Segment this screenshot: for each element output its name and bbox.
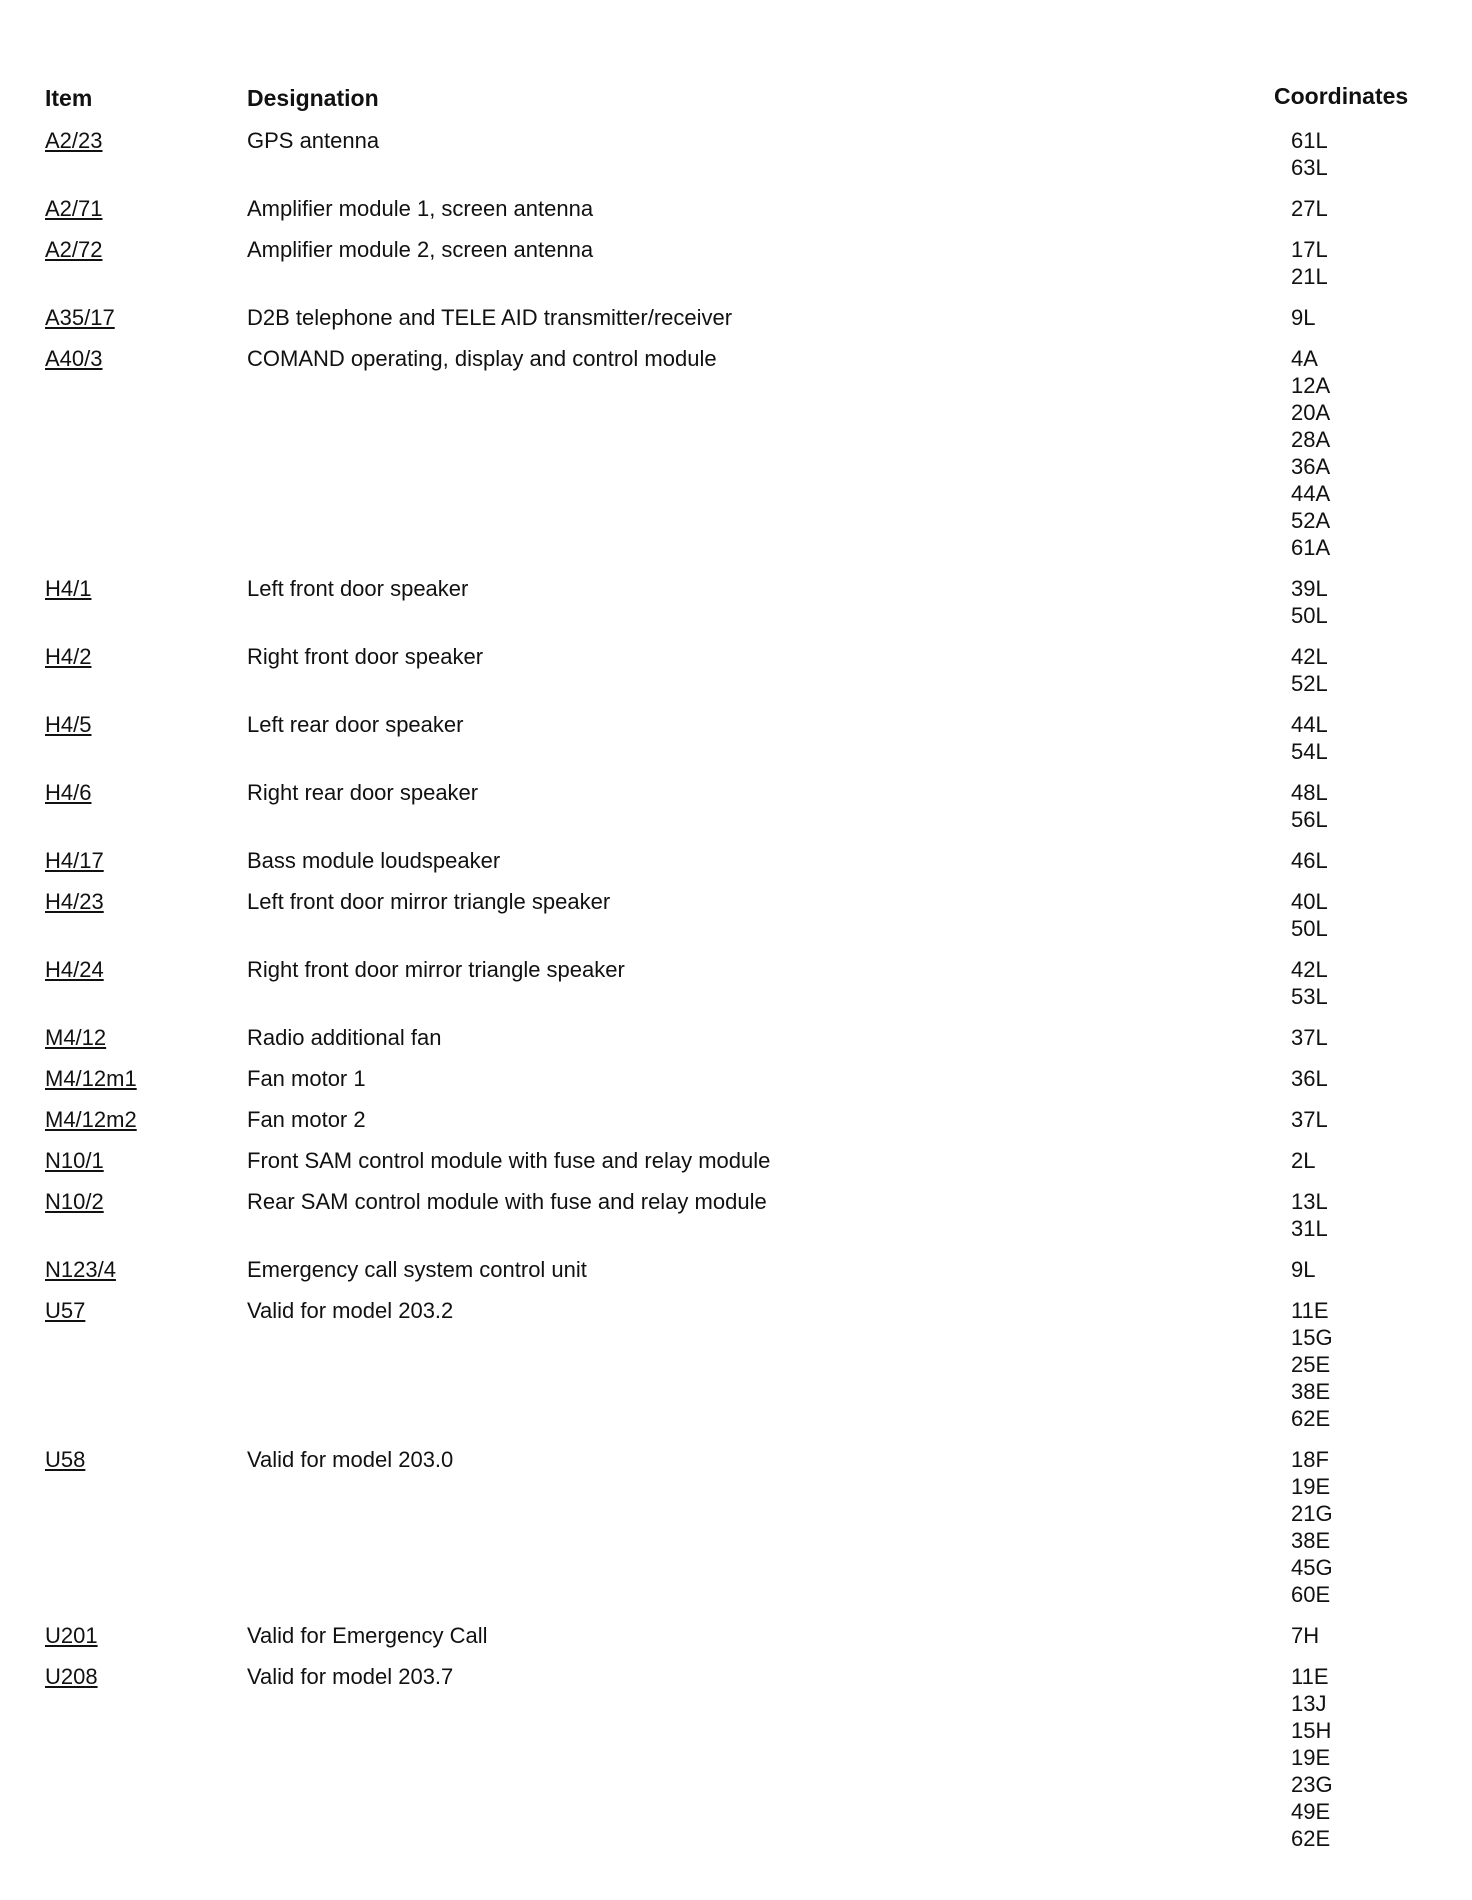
designation-text: Rear SAM control module with fuse and relay module bbox=[247, 1189, 767, 1214]
coordinates-list bbox=[1291, 1024, 1472, 1051]
header-item: Item bbox=[45, 85, 93, 111]
coordinate-value: 21L bbox=[1291, 264, 1328, 289]
designation-text: Left front door mirror triangle speaker bbox=[247, 889, 611, 914]
table-row bbox=[0, 127, 1472, 195]
designation-text: Valid for model 203.7 bbox=[247, 1664, 454, 1689]
coordinate-value: 37L bbox=[1291, 1025, 1328, 1050]
table-row bbox=[0, 1446, 1472, 1622]
table-row bbox=[0, 711, 1472, 779]
component-table bbox=[0, 127, 1472, 1866]
table-row bbox=[0, 1147, 1472, 1188]
table-row bbox=[0, 643, 1472, 711]
designation-text: Right front door mirror triangle speaker bbox=[247, 957, 625, 982]
coordinate-value: 40L bbox=[1291, 889, 1328, 914]
designation-text: D2B telephone and TELE AID transmitter/receiver bbox=[247, 305, 733, 330]
coordinate-value: 4A bbox=[1291, 346, 1318, 371]
coordinates-list bbox=[1291, 1106, 1472, 1133]
coordinates-list bbox=[1291, 1065, 1472, 1092]
coordinates-list bbox=[1291, 195, 1472, 222]
coordinate-value: 18F bbox=[1291, 1447, 1329, 1472]
item-link[interactable]: U57 bbox=[45, 1298, 86, 1323]
header-designation: Designation bbox=[247, 85, 379, 111]
coordinate-value: 38E bbox=[1291, 1379, 1331, 1404]
item-link[interactable]: H4/5 bbox=[45, 712, 92, 737]
coordinate-value: 19E bbox=[1291, 1745, 1331, 1770]
coordinate-value: 54L bbox=[1291, 739, 1328, 764]
item-link[interactable]: H4/24 bbox=[45, 957, 104, 982]
item-link[interactable]: H4/6 bbox=[45, 780, 92, 805]
coordinate-value: 42L bbox=[1291, 957, 1328, 982]
coordinate-value: 12A bbox=[1291, 373, 1331, 398]
table-row bbox=[0, 1663, 1472, 1866]
table-row bbox=[0, 195, 1472, 236]
coordinate-value: 31L bbox=[1291, 1216, 1328, 1241]
coordinate-value: 52L bbox=[1291, 671, 1328, 696]
coordinate-value: 60E bbox=[1291, 1582, 1331, 1607]
coordinate-value: 25E bbox=[1291, 1352, 1331, 1377]
coordinate-value: 44L bbox=[1291, 712, 1328, 737]
coordinate-value: 20A bbox=[1291, 400, 1331, 425]
coordinate-value: 38E bbox=[1291, 1528, 1331, 1553]
designation-text: Fan motor 1 bbox=[247, 1066, 366, 1091]
coordinate-value: 37L bbox=[1291, 1107, 1328, 1132]
item-link[interactable]: N10/2 bbox=[45, 1189, 104, 1214]
coordinate-value: 49E bbox=[1291, 1799, 1331, 1824]
designation-text: Left front door speaker bbox=[247, 576, 469, 601]
designation-text: Right front door speaker bbox=[247, 644, 484, 669]
coordinates-list bbox=[1291, 779, 1472, 833]
designation-text: Amplifier module 2, screen antenna bbox=[247, 237, 594, 262]
coordinate-value: 9L bbox=[1291, 1257, 1316, 1282]
item-link[interactable]: A40/3 bbox=[45, 346, 103, 371]
coordinate-value: 23G bbox=[1291, 1772, 1333, 1797]
table-row bbox=[0, 888, 1472, 956]
coordinate-value: 61L bbox=[1291, 128, 1328, 153]
table-row bbox=[0, 956, 1472, 1024]
coordinate-value: 63L bbox=[1291, 155, 1328, 180]
coordinate-value: 27L bbox=[1291, 196, 1328, 221]
table-row bbox=[0, 847, 1472, 888]
item-link[interactable]: M4/12m2 bbox=[45, 1107, 137, 1132]
coordinate-value: 62E bbox=[1291, 1406, 1331, 1431]
designation-text: Valid for model 203.0 bbox=[247, 1447, 454, 1472]
table-row bbox=[0, 236, 1472, 304]
coordinates-list bbox=[1291, 304, 1472, 331]
designation-text: Valid for Emergency Call bbox=[247, 1623, 488, 1648]
coordinate-value: 17L bbox=[1291, 237, 1328, 262]
table-row bbox=[0, 345, 1472, 575]
designation-text: Bass module loudspeaker bbox=[247, 848, 501, 873]
table-header bbox=[0, 85, 1472, 117]
coordinate-value: 61A bbox=[1291, 535, 1331, 560]
item-link[interactable]: N10/1 bbox=[45, 1148, 104, 1173]
designation-text: COMAND operating, display and control module bbox=[247, 346, 717, 371]
coordinate-value: 50L bbox=[1291, 916, 1328, 941]
coordinates-list bbox=[1291, 643, 1472, 697]
coordinates-list bbox=[1291, 1256, 1472, 1283]
coordinate-value: 36L bbox=[1291, 1066, 1328, 1091]
coordinate-value: 62E bbox=[1291, 1826, 1331, 1851]
table-row bbox=[0, 304, 1472, 345]
coordinates-list bbox=[1291, 1147, 1472, 1174]
designation-text: Emergency call system control unit bbox=[247, 1257, 587, 1282]
coordinates-list bbox=[1291, 1297, 1472, 1432]
table-row bbox=[0, 1024, 1472, 1065]
coordinate-value: 21G bbox=[1291, 1501, 1333, 1526]
item-link[interactable]: U58 bbox=[45, 1447, 86, 1472]
coordinate-value: 15H bbox=[1291, 1718, 1332, 1743]
item-link[interactable]: H4/2 bbox=[45, 644, 92, 669]
coordinate-value: 56L bbox=[1291, 807, 1328, 832]
coordinate-value: 39L bbox=[1291, 576, 1328, 601]
table-row bbox=[0, 779, 1472, 847]
coordinates-list bbox=[1291, 711, 1472, 765]
designation-text: Right rear door speaker bbox=[247, 780, 479, 805]
coordinates-list bbox=[1291, 236, 1472, 290]
item-link[interactable]: H4/1 bbox=[45, 576, 92, 601]
coordinates-list bbox=[1291, 956, 1472, 1010]
coordinate-value: 7H bbox=[1291, 1623, 1320, 1648]
item-link[interactable]: A2/23 bbox=[45, 128, 103, 153]
coordinate-value: 19E bbox=[1291, 1474, 1331, 1499]
coordinate-value: 13J bbox=[1291, 1691, 1327, 1716]
coordinate-value: 2L bbox=[1291, 1148, 1316, 1173]
coordinate-value: 28A bbox=[1291, 427, 1331, 452]
item-link[interactable]: H4/23 bbox=[45, 889, 104, 914]
coordinate-value: 50L bbox=[1291, 603, 1328, 628]
coordinates-list bbox=[1291, 127, 1472, 181]
item-link[interactable]: U201 bbox=[45, 1623, 98, 1648]
item-link[interactable]: U208 bbox=[45, 1664, 98, 1689]
coordinate-value: 53L bbox=[1291, 984, 1328, 1009]
designation-text: GPS antenna bbox=[247, 128, 380, 153]
coordinates-list bbox=[1291, 345, 1472, 561]
coordinate-value: 13L bbox=[1291, 1189, 1328, 1214]
item-link[interactable]: A2/72 bbox=[45, 237, 103, 262]
coordinates-list bbox=[1291, 1188, 1472, 1242]
coordinates-list bbox=[1291, 888, 1472, 942]
item-link[interactable]: M4/12 bbox=[45, 1025, 107, 1050]
coordinates-list bbox=[1291, 1622, 1472, 1649]
coordinates-list bbox=[1291, 847, 1472, 874]
coordinate-value: 46L bbox=[1291, 848, 1328, 873]
table-row bbox=[0, 575, 1472, 643]
coordinate-value: 45G bbox=[1291, 1555, 1333, 1580]
item-link[interactable]: A2/71 bbox=[45, 196, 103, 221]
coordinate-value: 42L bbox=[1291, 644, 1328, 669]
table-row bbox=[0, 1065, 1472, 1106]
item-link[interactable]: M4/12m1 bbox=[45, 1066, 137, 1091]
item-link[interactable]: A35/17 bbox=[45, 305, 115, 330]
designation-text: Radio additional fan bbox=[247, 1025, 442, 1050]
table-row bbox=[0, 1188, 1472, 1256]
designation-text: Amplifier module 1, screen antenna bbox=[247, 196, 594, 221]
item-link[interactable]: N123/4 bbox=[45, 1257, 116, 1282]
designation-text: Fan motor 2 bbox=[247, 1107, 366, 1132]
designation-text: Front SAM control module with fuse and relay module bbox=[247, 1148, 771, 1173]
coordinate-value: 9L bbox=[1291, 305, 1316, 330]
coordinates-list bbox=[1291, 575, 1472, 629]
coordinate-value: 11E bbox=[1291, 1298, 1329, 1323]
coordinate-value: 48L bbox=[1291, 780, 1328, 805]
coordinate-value: 36A bbox=[1291, 454, 1331, 479]
coordinates-list bbox=[1291, 1663, 1472, 1852]
header-coordinates: Coordinates bbox=[1274, 83, 1409, 109]
table-row bbox=[0, 1622, 1472, 1663]
coordinate-value: 52A bbox=[1291, 508, 1331, 533]
coordinate-value: 44A bbox=[1291, 481, 1331, 506]
item-link[interactable]: H4/17 bbox=[45, 848, 104, 873]
designation-text: Left rear door speaker bbox=[247, 712, 464, 737]
table-row bbox=[0, 1106, 1472, 1147]
coordinate-value: 11E bbox=[1291, 1664, 1329, 1689]
coordinate-value: 15G bbox=[1291, 1325, 1333, 1350]
table-row bbox=[0, 1297, 1472, 1446]
coordinates-list bbox=[1291, 1446, 1472, 1608]
table-row bbox=[0, 1256, 1472, 1297]
designation-text: Valid for model 203.2 bbox=[247, 1298, 454, 1323]
